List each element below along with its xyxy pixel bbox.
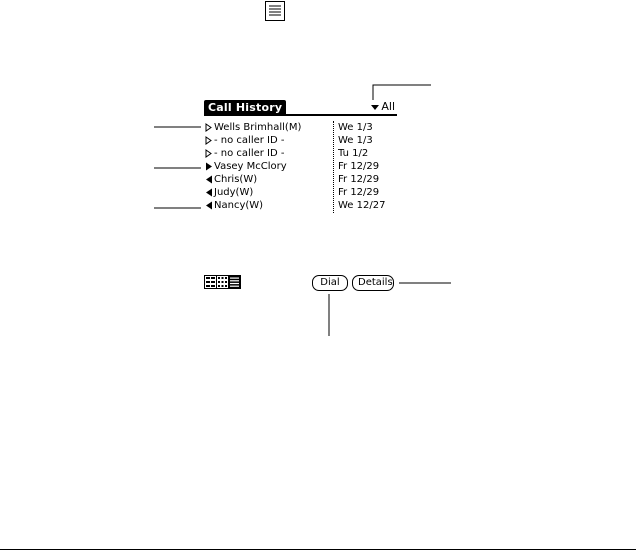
call-date: We 12/27 (338, 200, 386, 211)
dropdown-triangle-icon (371, 105, 379, 110)
screen-title: Call History (204, 100, 286, 115)
call-date: Fr 12/29 (338, 187, 380, 198)
caller-name: Wells Brimhall(M) (214, 122, 302, 133)
details-button[interactable]: Details (352, 275, 394, 291)
incoming-call-icon (204, 199, 214, 212)
caller-name: Vasey McClory (214, 161, 287, 172)
filter-dropdown[interactable] (371, 100, 395, 114)
list-item[interactable] (204, 186, 396, 199)
list-item[interactable] (204, 147, 396, 160)
page-footer-rule (0, 549, 636, 550)
call-date: Fr 12/29 (338, 161, 380, 172)
caller-name: - no caller ID - (214, 135, 285, 146)
speed-dial-view-icon[interactable] (217, 276, 229, 288)
missed-call-icon (204, 134, 214, 147)
call-history-view-icon[interactable] (229, 276, 240, 288)
title-rule (204, 114, 397, 116)
list-item[interactable] (204, 160, 396, 173)
incoming-call-icon (204, 186, 214, 199)
view-switcher (204, 275, 241, 289)
call-history-screen (201, 100, 399, 294)
dial-button[interactable]: Dial (312, 275, 348, 291)
caller-name: Nancy(W) (214, 200, 264, 211)
incoming-call-icon (204, 173, 214, 186)
caller-name: - no caller ID - (214, 148, 285, 159)
call-list (204, 121, 396, 212)
call-date: Tu 1/2 (338, 148, 369, 159)
list-item[interactable] (204, 134, 396, 147)
caller-name: Chris(W) (214, 174, 258, 185)
outgoing-call-icon (204, 160, 214, 173)
call-date: We 1/3 (338, 135, 373, 146)
list-item[interactable] (204, 173, 396, 186)
list-item[interactable] (204, 121, 396, 134)
filter-label: All (381, 100, 395, 113)
phone-book-view-icon[interactable] (205, 276, 217, 288)
missed-call-icon (204, 121, 214, 134)
missed-call-icon (204, 147, 214, 160)
caller-name: Judy(W) (214, 187, 254, 198)
call-date: Fr 12/29 (338, 174, 380, 185)
date-column-separator (333, 121, 334, 213)
call-date: We 1/3 (338, 122, 373, 133)
list-item[interactable] (204, 199, 396, 212)
